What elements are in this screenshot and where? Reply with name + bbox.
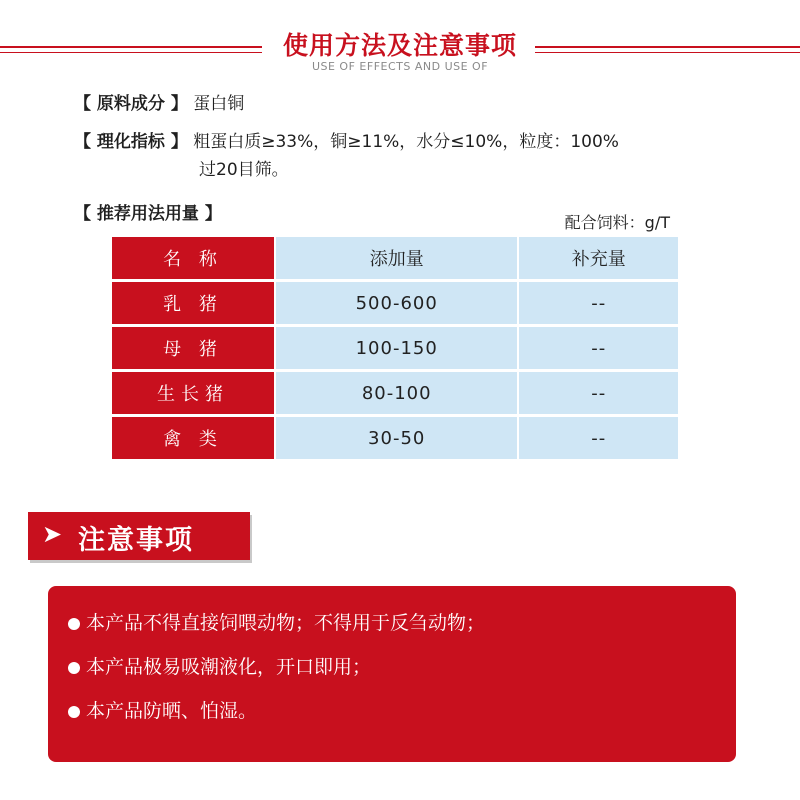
specs-line-1: 粗蛋白质≥33%，铜≥11%，水分≤10%，粒度：100% <box>193 132 619 152</box>
row-add: 80-100 <box>276 372 517 414</box>
row-name: 禽 类 <box>112 417 274 459</box>
row-supplement: -- <box>519 417 678 459</box>
unit-note: 配合饲料：g/T <box>564 213 670 232</box>
row-add: 100-150 <box>276 327 517 369</box>
notice-box <box>48 586 736 762</box>
page-title: 使用方法及注意事项 <box>282 31 517 60</box>
header-supplement: 补充量 <box>519 237 678 279</box>
dosage-table <box>110 234 680 462</box>
table-row <box>112 417 678 459</box>
bullet-icon <box>68 662 80 674</box>
notice-title: 注意事项 <box>78 525 194 556</box>
row-name: 乳 猪 <box>112 282 274 324</box>
ingredients-value: 蛋白铜 <box>193 94 245 114</box>
row-name: 生长猪 <box>112 372 274 414</box>
list-item <box>68 608 485 635</box>
usage-line <box>74 200 222 228</box>
notice-text: 本产品极易吸潮液化，开口即用； <box>86 656 372 678</box>
bullet-icon <box>68 706 80 718</box>
table-row <box>112 372 678 414</box>
usage-label: 【 推荐用法用量 】 <box>74 204 222 224</box>
row-add: 30-50 <box>276 417 517 459</box>
page-subtitle: USE OF EFFECTS AND USE OF <box>311 60 489 73</box>
ingredients-label: 【 原料成分 】 <box>74 94 188 114</box>
row-add: 500-600 <box>276 282 517 324</box>
row-supplement: -- <box>519 282 678 324</box>
notice-text: 本产品不得直接饲喂动物；不得用于反刍动物； <box>86 612 486 634</box>
table-row <box>112 282 678 324</box>
table-header-row <box>112 237 678 279</box>
list-item <box>68 652 371 679</box>
list-item <box>68 696 257 723</box>
bullet-icon <box>68 618 80 630</box>
row-supplement: -- <box>519 327 678 369</box>
specs-label: 【 理化指标 】 <box>74 132 188 152</box>
row-name: 母 猪 <box>112 327 274 369</box>
specs-block <box>74 128 724 184</box>
table-row <box>112 327 678 369</box>
notice-heading <box>28 512 250 560</box>
section-header <box>0 18 800 88</box>
notice-text: 本产品防晒、怕湿。 <box>86 700 258 722</box>
specs-line-2: 过20目筛。 <box>199 160 289 180</box>
header-add: 添加量 <box>276 237 517 279</box>
header-name: 名 称 <box>112 237 274 279</box>
row-supplement: -- <box>519 372 678 414</box>
ingredients-line <box>74 90 244 118</box>
right-arrow-icon: ➤ <box>42 520 63 548</box>
